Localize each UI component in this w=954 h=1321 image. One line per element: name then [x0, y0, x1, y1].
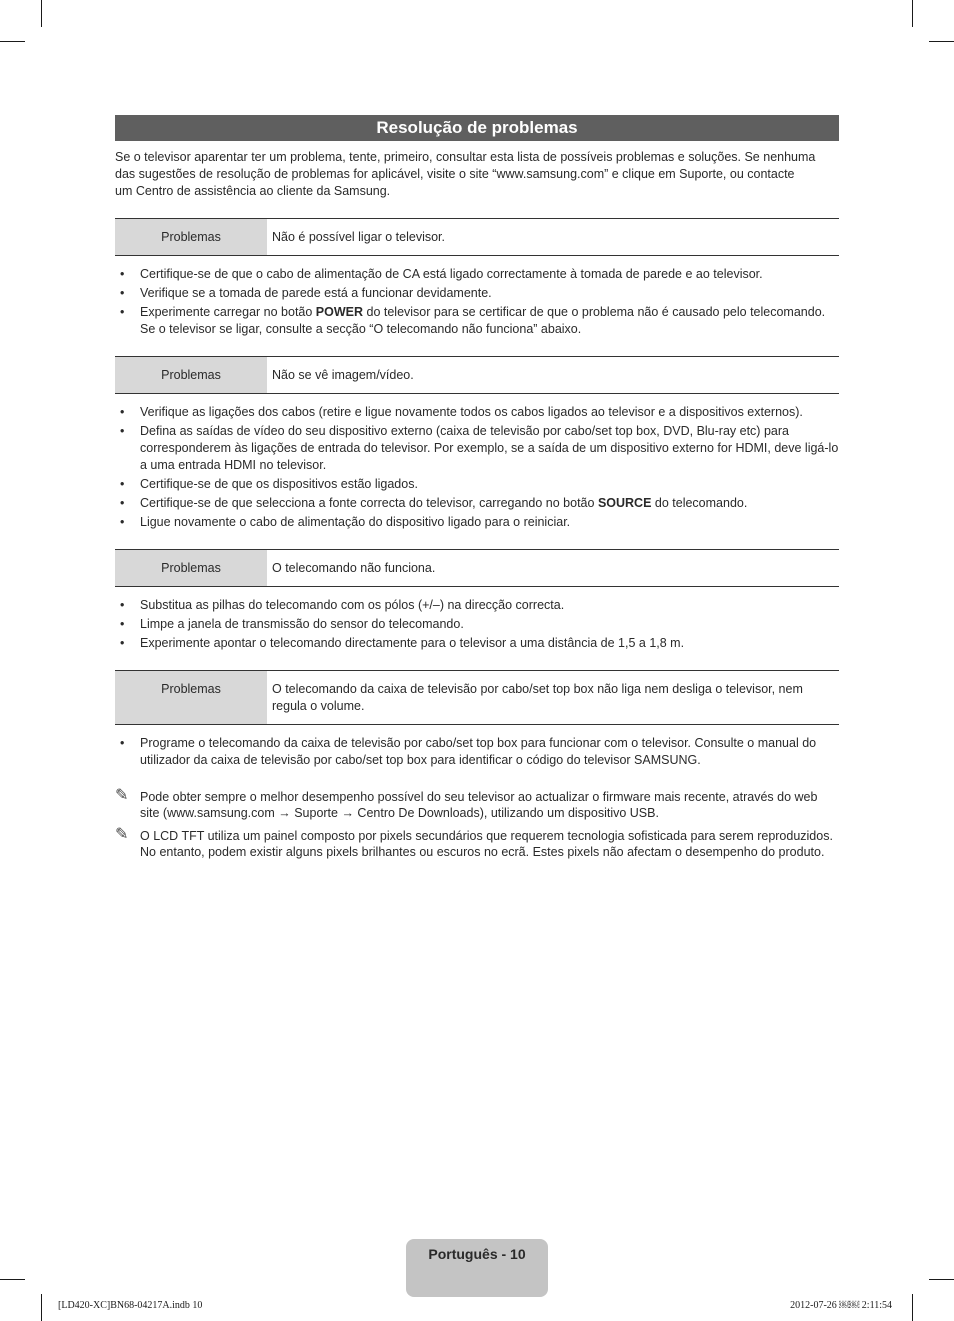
- solution-item: [115, 304, 839, 338]
- solution-list: [115, 597, 839, 652]
- solution-item: [115, 404, 839, 421]
- intro-paragraph: [115, 149, 839, 200]
- solution-item: [115, 616, 839, 633]
- crop-mark: [41, 1294, 42, 1321]
- solution-text: Experimente carregar no botão: [140, 305, 316, 319]
- crop-mark: [912, 0, 913, 27]
- solution-list: [115, 404, 839, 531]
- solution-text: do telecomando.: [651, 496, 748, 510]
- crop-mark: [0, 1279, 25, 1280]
- crop-mark: [41, 0, 42, 27]
- crop-mark: [912, 1294, 913, 1321]
- crop-mark: [929, 1279, 954, 1280]
- solution-text: Programe o telecomando da caixa de televisão por cabo/set top box para funcionar com o televisor. Consulte o manual do utilizador da caixa de televisão por cabo/set top box para identificar o código do televisor SAMSUNG.: [140, 736, 817, 767]
- solution-item: [115, 735, 839, 769]
- solution-item: [115, 635, 839, 652]
- solution-text: Substitua as pilhas do telecomando com os pólos (+/–) na direcção correcta.: [140, 598, 565, 612]
- problem-description: Não é possível ligar o televisor.: [272, 230, 446, 244]
- section-title: Resolução de problemas: [115, 115, 839, 141]
- solution-text: Verifique as ligações dos cabos (retire e ligue novamente todos os cabos ligados ao televisor e a dispositivos externos).: [140, 405, 803, 419]
- button-name: SOURCE: [597, 496, 652, 510]
- crop-mark: [0, 41, 25, 42]
- button-name: POWER: [315, 305, 364, 319]
- problem-block: [115, 670, 839, 769]
- problem-description: O telecomando da caixa de televisão por cabo/set top box não liga nem desliga o televisor, nem regula o volume.: [272, 682, 803, 713]
- solution-item: [115, 423, 839, 474]
- solution-text: Certifique-se de que o cabo de alimentação de CA está ligado correctamente à tomada de parede e ao televisor.: [140, 267, 763, 281]
- problem-label: Problemas: [115, 219, 267, 255]
- page-number-tab: Português - 10: [406, 1239, 548, 1297]
- solution-item: [115, 266, 839, 283]
- note: [115, 785, 839, 821]
- footer-timestamp: 2012-07-26 ￼￼ 2:11:54: [790, 1300, 892, 1311]
- solution-text: Limpe a janela de transmissão do sensor do telecomando.: [140, 617, 464, 631]
- note-pencil-icon: ✎: [115, 785, 129, 804]
- problem-table: [115, 549, 839, 587]
- problem-label: Problemas: [115, 550, 267, 586]
- solution-text: Verifique se a tomada de parede está a funcionar devidamente.: [140, 286, 492, 300]
- notes-list: [115, 785, 839, 860]
- intro-line: Se o televisor aparentar ter um problema, tente, primeiro, consultar esta lista de possíveis problemas e soluções. Se nenhuma: [115, 150, 816, 164]
- solution-text: Experimente apontar o telecomando directamente para o televisor a uma distância de 1,5 a 1,8 m.: [140, 636, 685, 650]
- solution-text: do televisor para se certificar de que o problema não é causado pelo telecomando. Se o televisor se ligar, consulte a secção “O telecomando não funciona” abaixo.: [140, 305, 826, 336]
- problem-block: [115, 356, 839, 531]
- solution-item: [115, 476, 839, 493]
- solution-item: [115, 597, 839, 614]
- problem-label: Problemas: [115, 357, 267, 393]
- solution-text: Certifique-se de que selecciona a fonte correcta do televisor, carregando no botão: [140, 496, 598, 510]
- note-text: O LCD TFT utiliza um painel composto por pixels secundários que requerem tecnologia sofisticada para serem reproduzidos. No entanto, podem existir alguns pixels brilhantes ou escuros no ecrã. Estes pixels não afectam o desempenho do produto.: [140, 829, 833, 859]
- solution-text: Ligue novamente o cabo de alimentação do dispositivo ligado para o reiniciar.: [140, 515, 571, 529]
- solution-item: [115, 514, 839, 531]
- problem-block: [115, 218, 839, 338]
- problem-label: Problemas: [115, 671, 267, 724]
- solution-text: Certifique-se de que os dispositivos estão ligados.: [140, 477, 418, 491]
- intro-line: um Centro de assistência ao cliente da Samsung.: [115, 184, 391, 198]
- solution-list: [115, 735, 839, 769]
- solution-text: Defina as saídas de vídeo do seu dispositivo externo (caixa de televisão por cabo/set top box, DVD, Blu-ray etc) para corresponderem às ligações de entrada do televisor. Por exemplo, se a saída de um dispositivo externo for HDMI, deve ligá-lo a uma entrada HDMI no televisor.: [140, 424, 839, 472]
- solution-item: [115, 285, 839, 302]
- note: [115, 824, 839, 860]
- page-content: [115, 115, 839, 867]
- problems-list: [115, 218, 839, 769]
- solution-item: [115, 495, 839, 512]
- problem-table: [115, 218, 839, 256]
- problem-description: Não se vê imagem/vídeo.: [272, 368, 414, 382]
- note-text: Pode obter sempre o melhor desempenho possível do seu televisor ao actualizar o firmware mais recente, através do web site (www.samsung.com → Suporte → Centro De Downloads), utilizando um dispositivo USB.: [140, 790, 818, 820]
- footer-file-info: [LD420-XC]BN68-04217A.indb 10: [58, 1300, 203, 1311]
- problem-description: O telecomando não funciona.: [272, 561, 436, 575]
- intro-line: das sugestões de resolução de problemas for aplicável, visite o site “www.samsung.com” e clique em Suporte, ou contacte: [115, 167, 795, 181]
- problem-block: [115, 549, 839, 652]
- problem-table: [115, 356, 839, 394]
- problem-table: [115, 670, 839, 725]
- crop-mark: [929, 41, 954, 42]
- note-pencil-icon: ✎: [115, 824, 129, 843]
- solution-list: [115, 266, 839, 338]
